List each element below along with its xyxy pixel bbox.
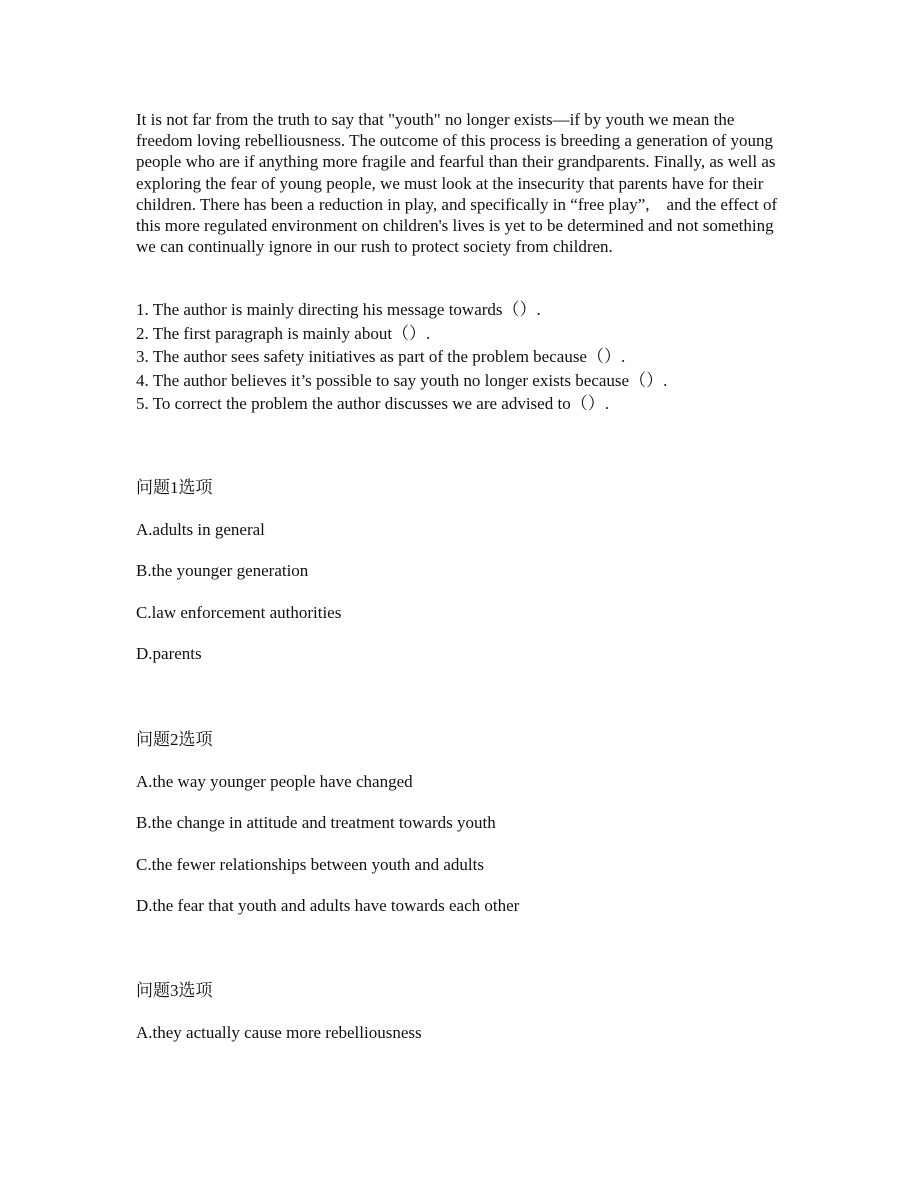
question-item: 1. The author is mainly directing his message towards（）.: [136, 300, 541, 319]
option-a: A.they actually cause more rebelliousness: [136, 1022, 422, 1042]
question-item: 2. The first paragraph is mainly about（）.: [136, 323, 431, 343]
option-c: C.law enforcement authorities: [136, 602, 342, 622]
section-title: 问题1选项: [136, 478, 213, 497]
question-3-options: [136, 980, 786, 1044]
option-d: D.parents: [136, 644, 202, 663]
option-b: B.the younger generation: [136, 561, 309, 580]
option-d: D.the fear that youth and adults have towards each other: [136, 896, 520, 915]
question-1-options: [136, 477, 786, 665]
section-title: 问题3选项: [136, 981, 213, 1000]
reading-passage: It is not far from the truth to say that "youth" no longer exists—if by youth we mean the freedom loving rebelliousness. The outcome of this process is breeding a generation of young people who are if anything more fragile and fearful than their grandparents. Finally, as well as exploring the fear of young people, we must look at the insecurity that parents have for their children. There has been a reduction in play, and specifically in “free play”, and the effect of this more regulated environment on children's lives is yet to be determined and not something we can continually ignore in our rush to protect society from children.: [136, 110, 778, 257]
question-item: 3. The author sees safety initiatives as part of the problem because（）.: [136, 347, 626, 366]
option-a: A.adults in general: [136, 519, 265, 539]
option-a: A.the way younger people have changed: [136, 771, 413, 791]
section-title: 问题2选项: [136, 730, 213, 749]
question-2-options: [136, 729, 786, 917]
option-b: B.the change in attitude and treatment towards youth: [136, 813, 496, 832]
question-item: 4. The author believes it’s possible to say youth no longer exists because（）.: [136, 370, 668, 390]
option-c: C.the fewer relationships between youth and adults: [136, 854, 484, 874]
question-list: [136, 298, 786, 416]
question-item: 5. To correct the problem the author discusses we are advised to（）.: [136, 394, 609, 413]
